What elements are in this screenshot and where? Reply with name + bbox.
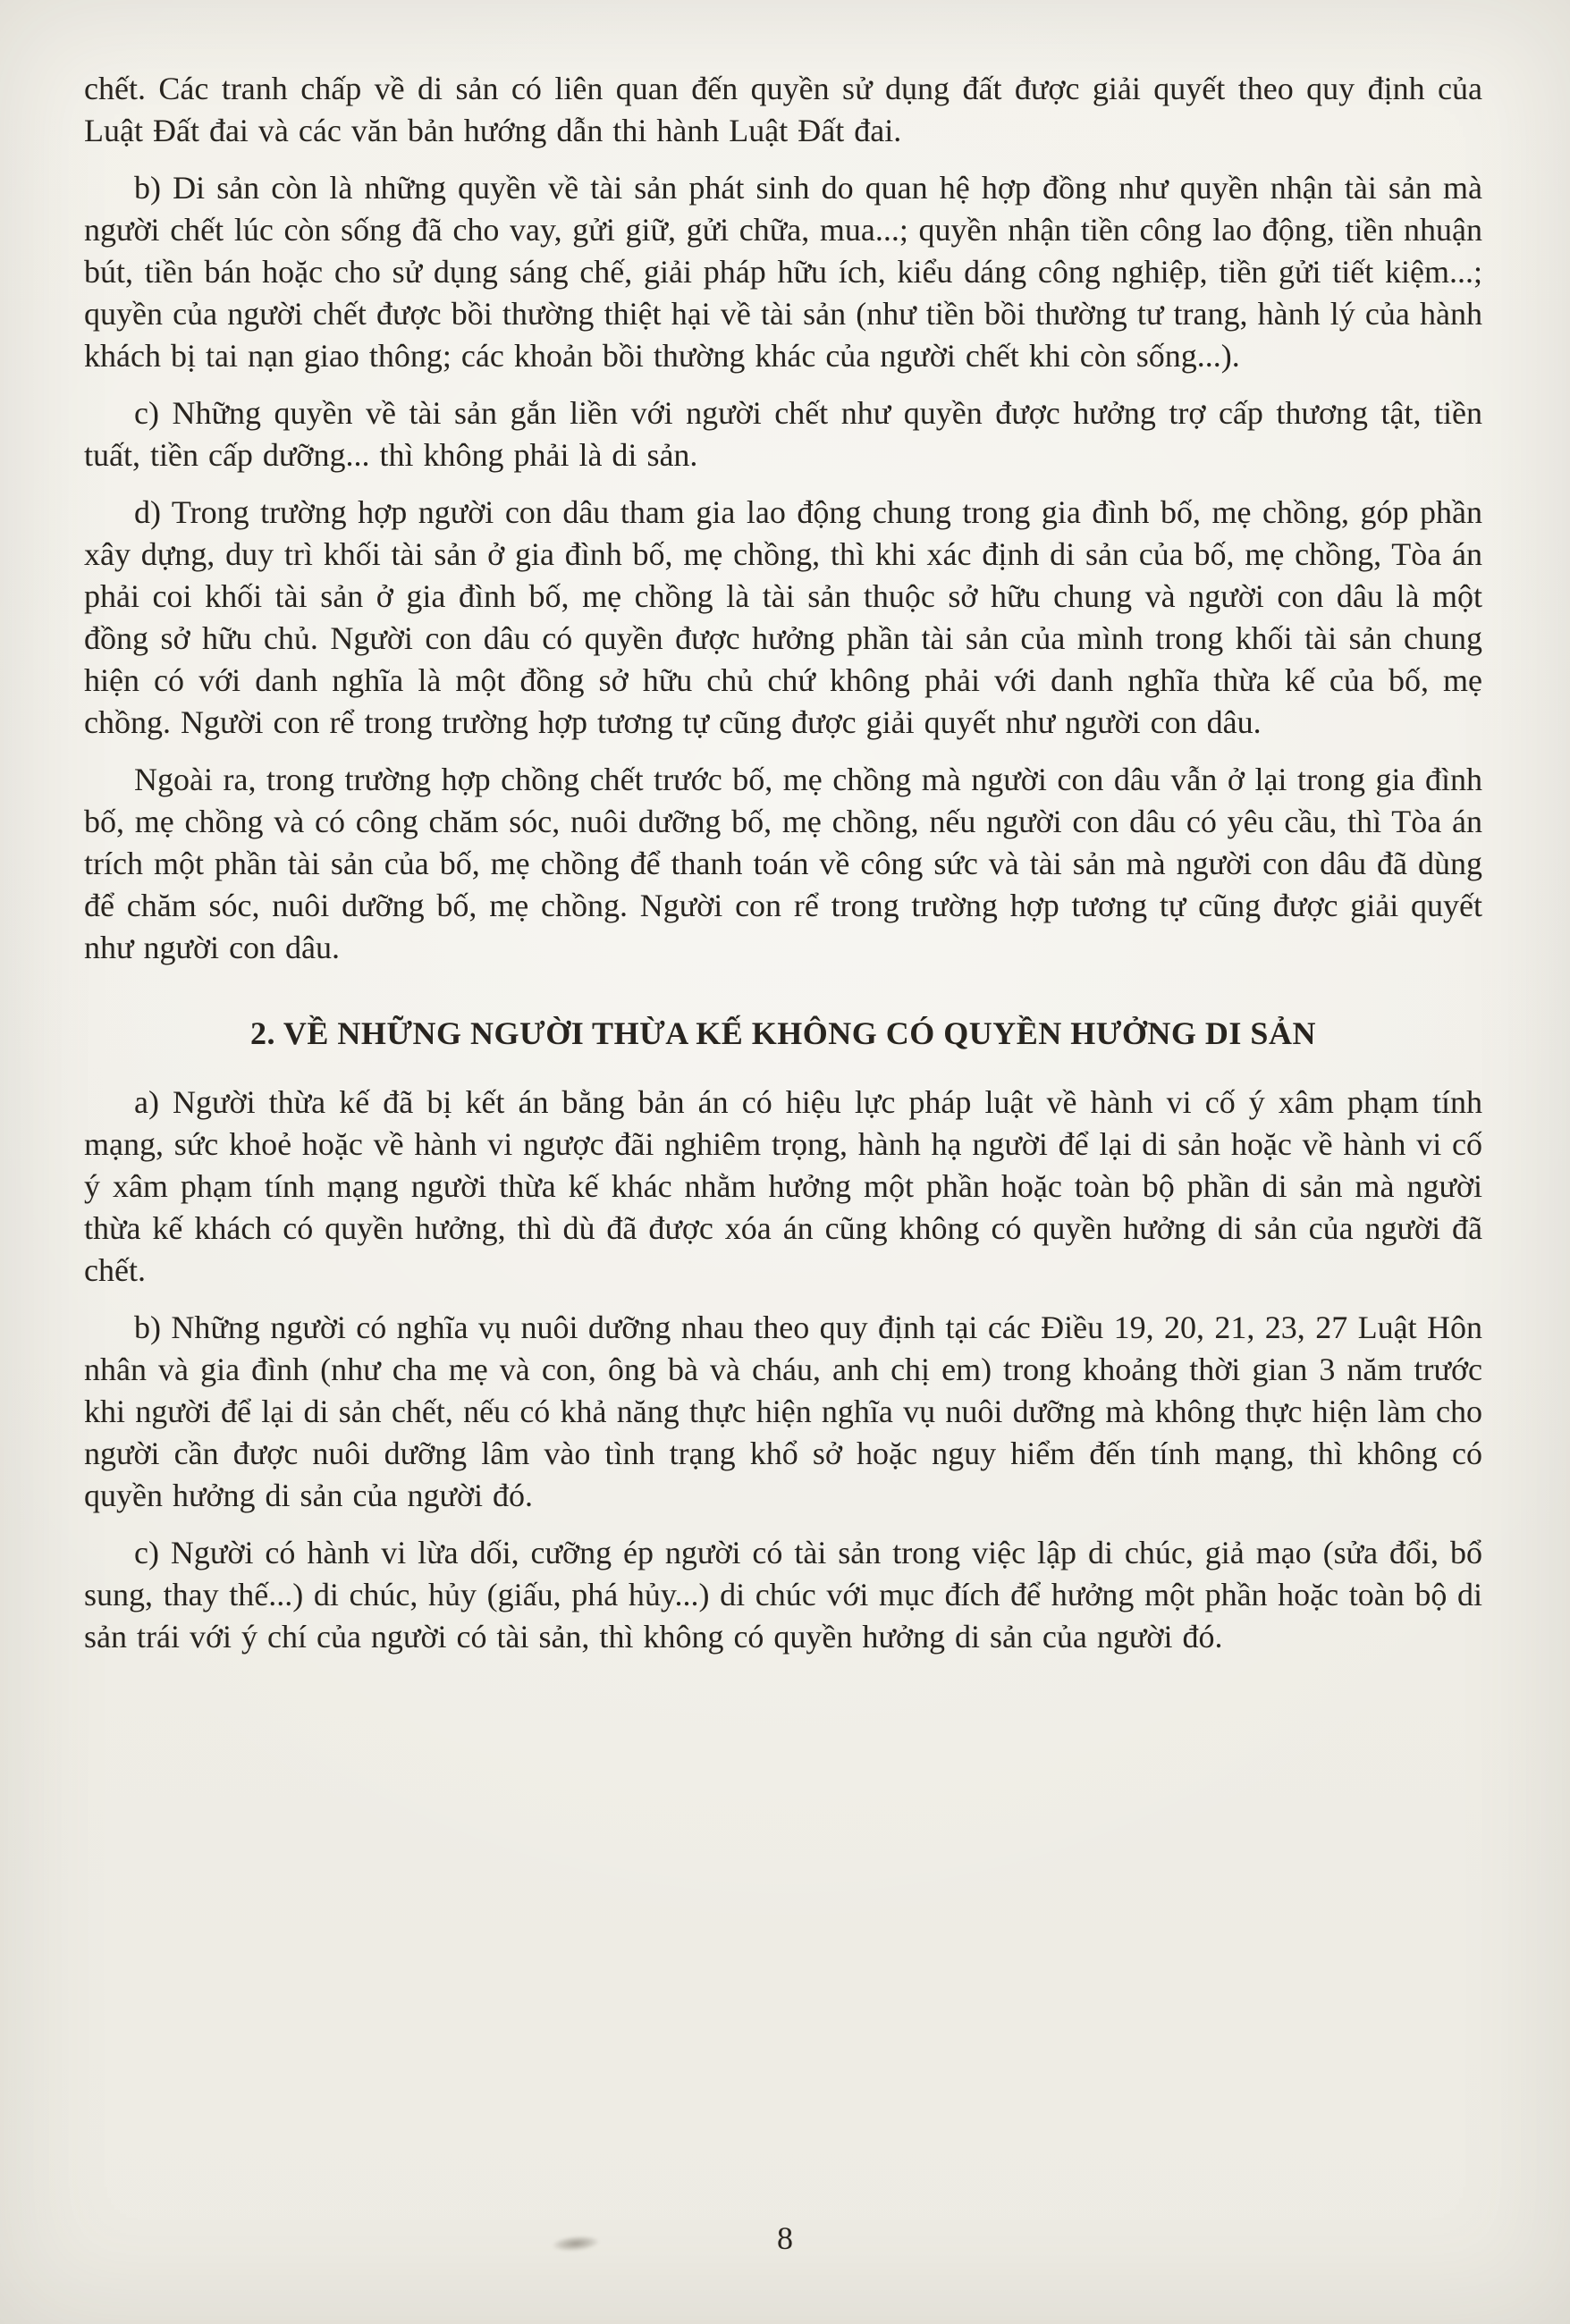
paragraph-item-d: d) Trong trường hợp người con dâu tham gia lao động chung trong gia đình bố, mẹ chồng, góp phần xây dựng, duy trì khối tài sản ở gia đình bố, mẹ chồng, thì khi xác định di sản của bố, mẹ chồng, Tòa án phải coi khối tài sản ở gia đình bố, mẹ chồng là tài sản thuộc sở hữu chung và người con dâu là một đồng sở hữu chủ. Người con dâu có quyền được hưởng phần tài sản của mình trong khối tài sản chung hiện có với danh nghĩa là một đồng sở hữu chủ chứ không phải với danh nghĩa thừa kế của bố, mẹ chồng. Người con rể trong trường hợp tương tự cũng được giải quyết như người con dâu. xyxy=(84,494,1482,740)
paragraph-section2-item-a: a) Người thừa kế đã bị kết án bằng bản án có hiệu lực pháp luật về hành vi cố ý xâm phạm tính mạng, sức khoẻ hoặc về hành vi ngược đãi nghiêm trọng, hành hạ người để lại di sản hoặc về hành vi cố ý xâm phạm tính mạng người thừa kế khác nhằm hưởng một phần hoặc toàn bộ phần di sản mà người thừa kế khách có quyền hưởng, thì dù đã được xóa án cũng không có quyền hưởng di sản của người đã chết. xyxy=(84,1084,1482,1288)
paragraph-section2-item-b: b) Những người có nghĩa vụ nuôi dưỡng nhau theo quy định tại các Điều 19, 20, 21, 23, 27 Luật Hôn nhân và gia đình (như cha mẹ và con, ông bà và cháu, anh chị em) trong khoảng thời gian 3 năm trước khi người để lại di sản chết, nếu có khả năng thực hiện nghĩa vụ nuôi dưỡng mà không thực hiện làm cho người cần được nuôi dưỡng lâm vào tình trạng khổ sở hoặc nguy hiểm đến tính mạng, thì không có quyền hưởng di sản của người đó. xyxy=(84,1309,1482,1513)
page-footer xyxy=(0,2220,1570,2256)
paragraph-section2-item-c: c) Người có hành vi lừa dối, cưỡng ép người có tài sản trong việc lập di chúc, giả mạo (sửa đổi, bổ sung, thay thế...) di chúc, hủy (giấu, phá hủy...) di chúc với mục đích để hưởng một phần hoặc toàn bộ di sản trái với ý chí của người có tài sản, thì không có quyền hưởng di sản của người đó. xyxy=(84,1535,1482,1655)
section-heading: 2. VỀ NHỮNG NGƯỜI THỪA KẾ KHÔNG CÓ QUYỀN HƯỞNG DI SẢN xyxy=(250,1015,1316,1051)
paragraph-continuation: chết. Các tranh chấp về di sản có liên quan đến quyền sử dụng đất được giải quyết theo quy định của Luật Đất đai và các văn bản hướng dẫn thi hành Luật Đất đai. xyxy=(84,71,1482,148)
paragraph-ngoai-ra: Ngoài ra, trong trường hợp chồng chết trước bố, mẹ chồng mà người con dâu vẫn ở lại trong gia đình bố, mẹ chồng và có công chăm sóc, nuôi dưỡng bố, mẹ chồng, nếu người con dâu có yêu cầu, thì Tòa án trích một phần tài sản của bố, mẹ chồng để thanh toán về công sức và tài sản mà người con dâu đã dùng để chăm sóc, nuôi dưỡng bố, mẹ chồng. Người con rể trong trường hợp tương tự cũng được giải quyết như người con dâu. xyxy=(84,762,1482,965)
paragraph-item-c: c) Những quyền về tài sản gắn liền với người chết như quyền được hưởng trợ cấp thương tật, tiền tuất, tiền cấp dưỡng... thì không phải là di sản. xyxy=(84,395,1482,473)
text-block xyxy=(84,68,1482,1673)
paragraph-item-b: b) Di sản còn là những quyền về tài sản phát sinh do quan hệ hợp đồng như quyền nhận tài sản mà người chết lúc còn sống đã cho vay, gửi giữ, gửi chữa, mua...; quyền nhận tiền công lao động, tiền nhuận bút, tiền bán hoặc cho sử dụng sáng chế, giải pháp hữu ích, kiểu dáng công nghiệp, tiền gửi tiết kiệm...; quyền của người chết được bồi thường thiệt hại về tài sản (như tiền bồi thường tư trang, hành lý của hành khách bị tai nạn giao thông; các khoản bồi thường khác của người chết khi còn sống...). xyxy=(84,170,1482,374)
page-number: 8 xyxy=(777,2220,793,2256)
